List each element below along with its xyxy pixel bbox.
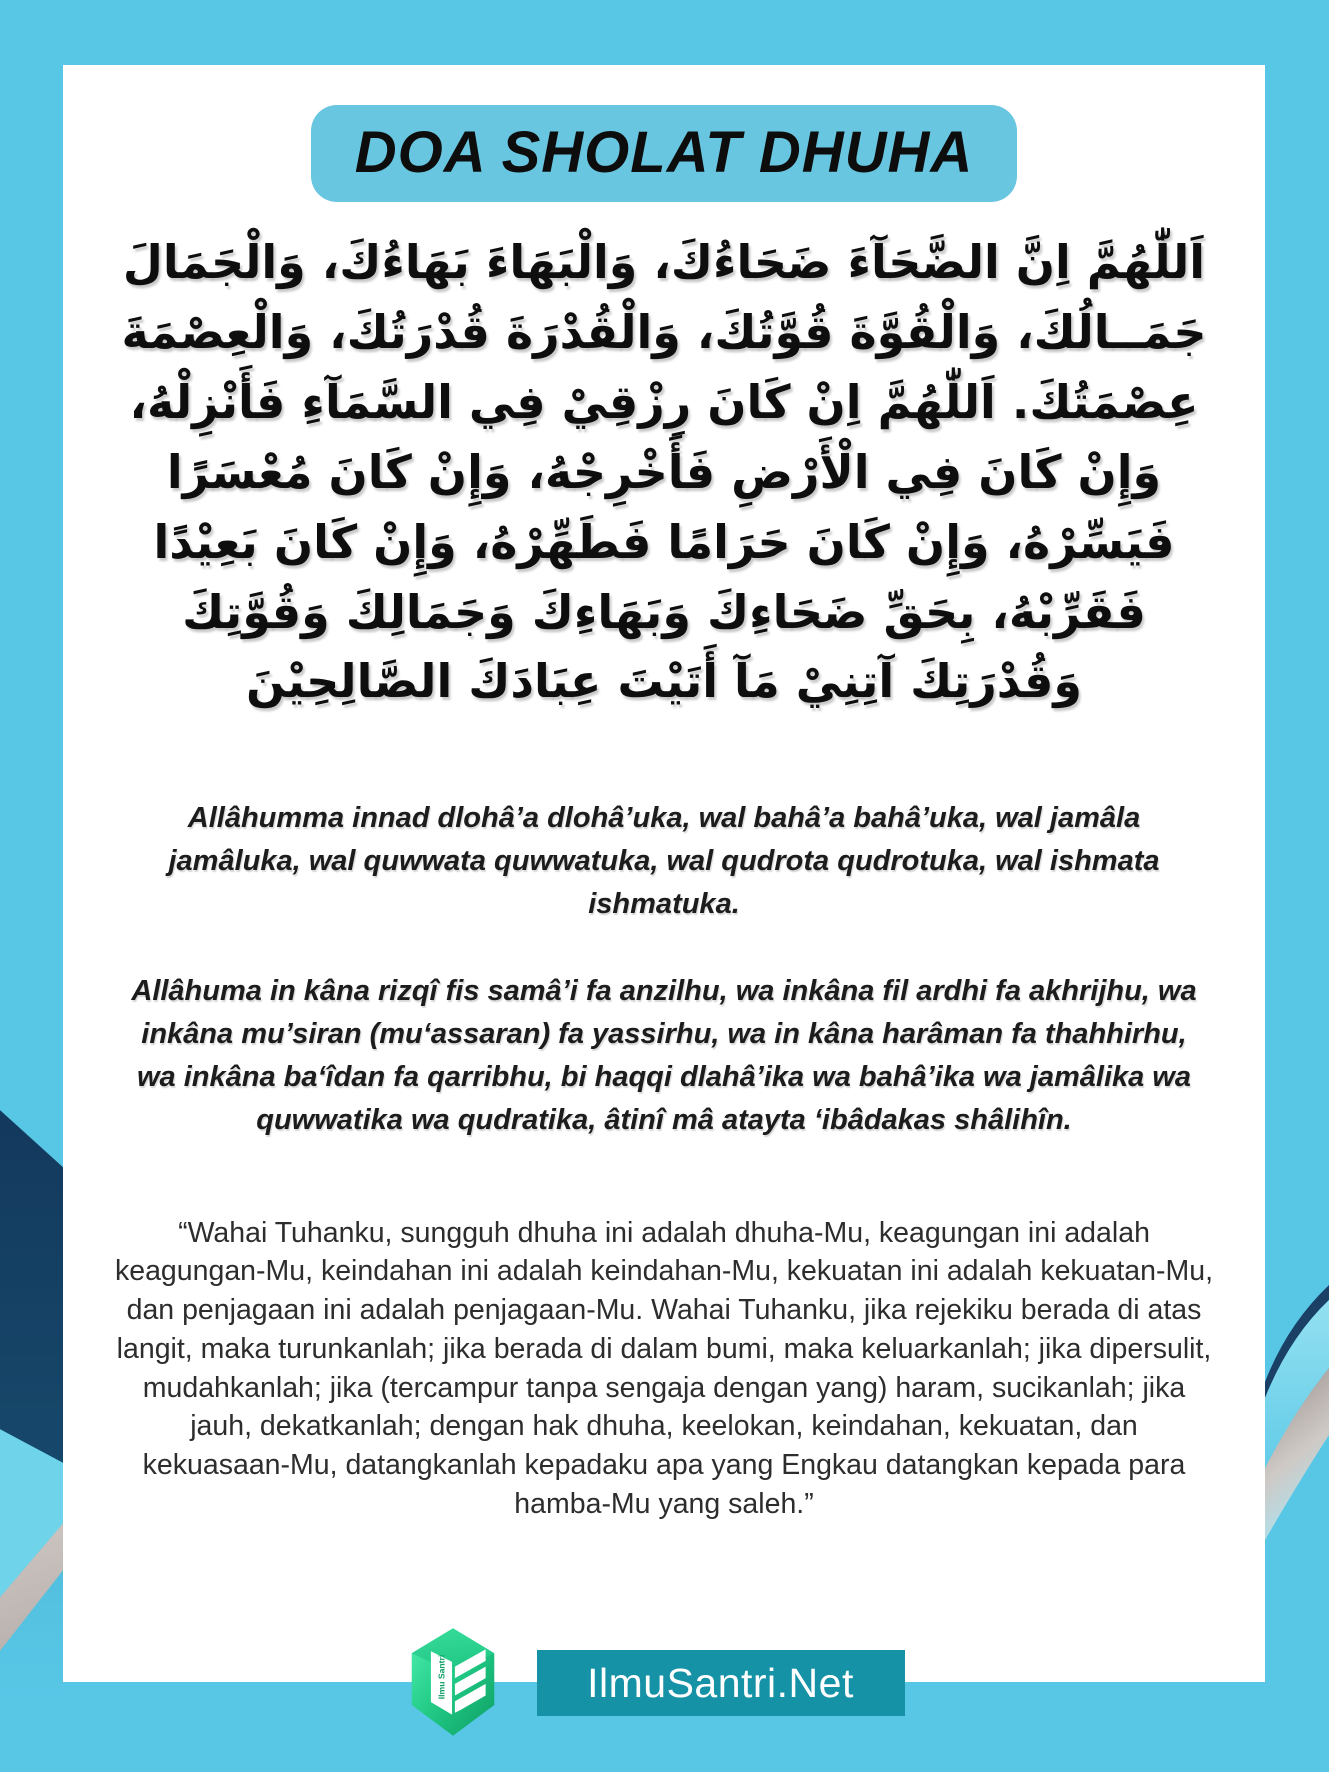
blue-wedge-shape (0, 1100, 63, 1772)
transliteration-paragraph-2: Allâhuma in kâna rizqî fis samâ’i fa anzilhu, wa inkâna fil ardhi fa akhrijhu, wa inkâna mu’siran (mu‘assaran) fa yassirhu, wa in kâna harâman fa thahhirhu, wa inkâna ba‘îdan fa qarribhu, bi haqqi dlahâ’ika wa bahâ’ika wa jamâlika wa quwwatika wa qudratika, âtinî mâ atayta ‘ibâdakas shâlihîn. (131, 975, 1197, 1136)
footer-brand (405, 1628, 905, 1736)
arabic-prayer-text: اَللّٰهُمَّ اِنَّ الضَّحَآءَ ضَحَاءُكَ، وَالْبَهَاءَ بَهَاءُكَ، وَالْجَمَالَ جَمَــالُكَ، وَالْقُوَّةَ قُوَّتُكَ، وَالْقُدْرَةَ قُدْرَتُكَ، وَالْعِصْمَةَ عِصْمَتُكَ. اَللّٰهُمَّ اِنْ كَانَ رِزْقِيْ فِي السَّمَآءِ فَأَنْزِلْهُ، وَإِنْ كَانَ فِي الْأَرْضِ فَأَخْرِجْهُ، وَإِنْ كَانَ مُعْسَرًا فَيَسِّرْهُ، وَإِنْ كَانَ حَرَامًا فَطَهِّرْهُ، وَإِنْ كَانَ بَعِيْدًا فَقَرِّبْهُ، بِحَقِّ ضَحَاءِكَ وَبَهَاءِكَ وَجَمَالِكَ وَقُوَّتِكَ وَقُدْرَتِكَ آتِنِيْ مَآ أَتَيْتَ عِبَادَكَ الصَّالِحِيْنَ (121, 235, 1207, 709)
left-corner-decoration (0, 1100, 63, 1772)
cyan-wedge-shape (0, 1100, 63, 1772)
title-badge (311, 105, 1018, 202)
transliteration-paragraph-1: Allâhumma innad dlohâ’a dlohâ’uka, wal bahâ’a bahâ’uka, wal jamâla jamâluka, wal quwwata quwwatuka, wal qudrota qudrotuka, wal ishmata ishmatuka. (168, 802, 1160, 921)
prayer-card (63, 65, 1265, 1682)
right-corner-decoration (1265, 1230, 1329, 1700)
page-title: DOA SHOLAT DHUHA (354, 120, 974, 185)
cyan-arc-area (1265, 1300, 1329, 1468)
white-diagonal-stripe (0, 1100, 63, 1772)
navy-arc-stripe (1265, 1285, 1329, 1398)
site-badge (537, 1650, 905, 1716)
site-name: IlmuSantri.Net (587, 1659, 854, 1706)
gray-arc-stripe (1265, 1368, 1329, 1540)
logo-brand-text: Ilmu Santri (435, 1654, 446, 1700)
ilmu-santri-logo-icon (405, 1628, 501, 1736)
navy-wedge-shape (0, 1100, 63, 1772)
translation-text: “Wahai Tuhanku, sungguh dhuha ini adalah dhuha-Mu, keagungan ini adalah keagungan-Mu, keindahan ini adalah keindahan-Mu, kekuatan ini adalah kekuatan-Mu, dan penjagaan ini adalah penjagaan-Mu. Wahai Tuhanku, jika rejekiku berada di atas langit, maka turunkanlah; jika berada di dalam bumi, maka keluarkanlah; jika dipersulit, mudahkanlah; jika (tercampur tanpa sengaja dengan yang) haram, sucikanlah; jika jauh, dekatkanlah; dengan hak dhuha, keelokan, keindahan, kekuatan, dan kekuasaan-Mu, datangkanlah kepadaku apa yang Engkau datangkan kepada para hamba-Mu yang saleh.” (114, 1216, 1213, 1520)
